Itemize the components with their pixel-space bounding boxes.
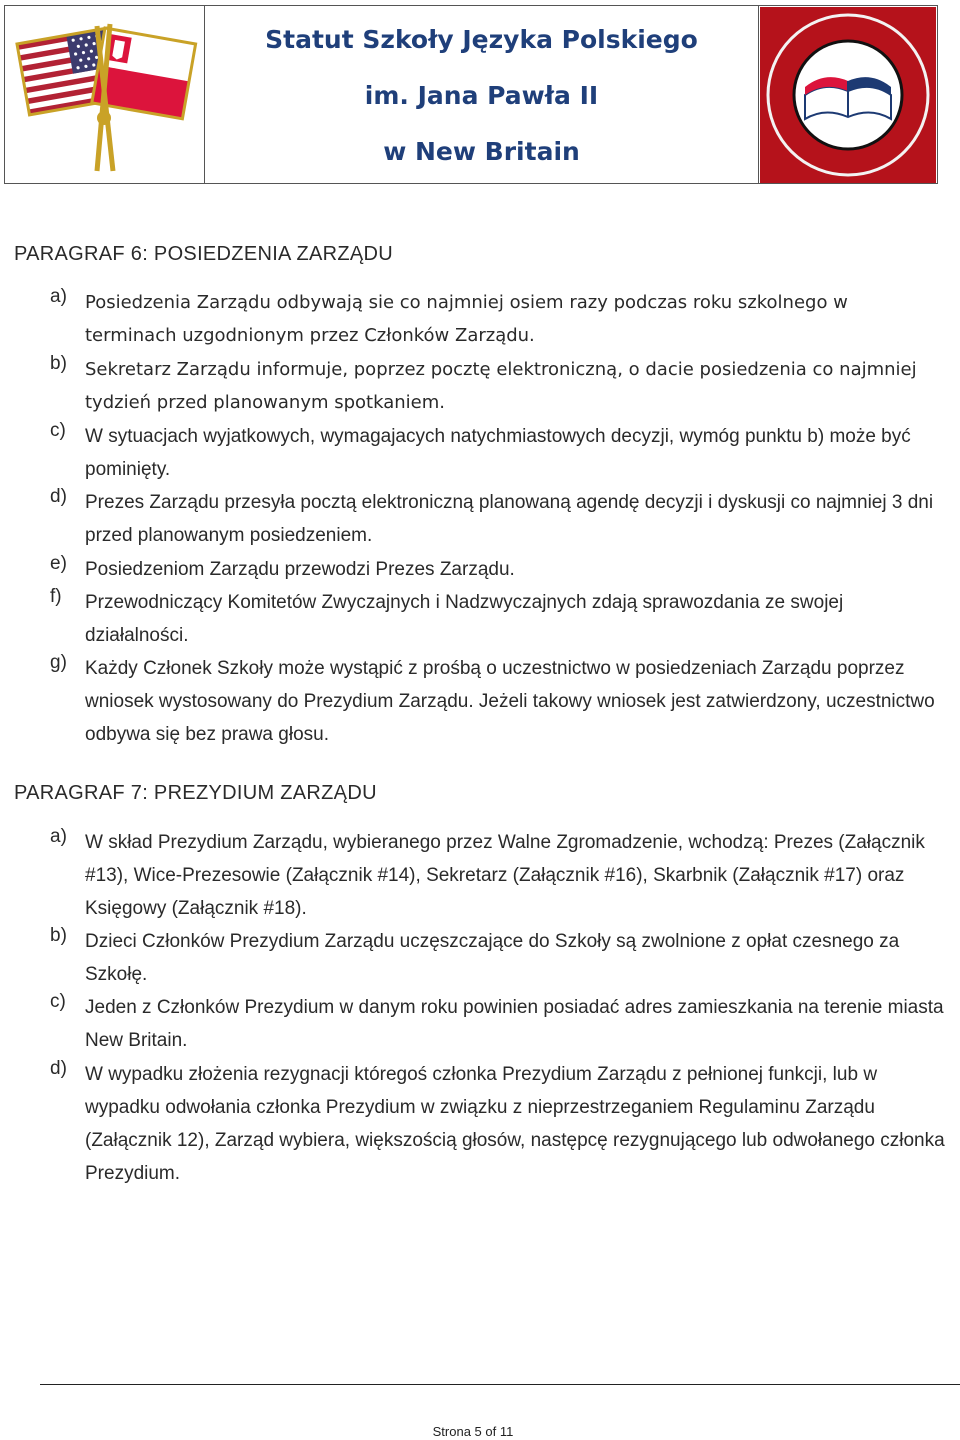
list-item-text: Posiedzenia Zarządu odbywają sie co najmniej osiem razy podczas roku szkolnego w terminach uzgodnionym przez Członków Zarządu. bbox=[85, 292, 848, 346]
list-item-text: W sytuacjach wyjatkowych, wymagajacych natychmiastowych decyzji, wymóg punktu b) może być pominięty. bbox=[85, 426, 911, 480]
list-item-text: Przewodniczący Komitetów Zwyczajnych i Nadzwyczajnych zdają sprawozdania ze swojej działalności. bbox=[85, 592, 844, 646]
list-item-text: Jeden z Członków Prezydium w danym roku powinien posiadać adres zamieszkania na terenie miasta New Britain. bbox=[85, 997, 944, 1051]
list-item-text: Każdy Członek Szkoły może wystąpić z prośbą o uczestnictwo w posiedzeniach Zarządu poprzez wniosek wystosowany do Prezydium Zarządu. Jeżeli takowy wniosek jest zatwierdzony, uczestnictwo odbywa się bez prawa głosu. bbox=[85, 658, 935, 745]
list-item-text: W skład Prezydium Zarządu, wybieranego przez Walne Zgromadzenie, wchodzą: Prezes (Załącznik #13), Wice-Prezesowie (Załącznik #14), Sekretarz (Załącznik #16), Skarbnik (Załącznik #17) oraz Księgowy (Załącznik #18). bbox=[85, 832, 925, 919]
list-item-text: Prezes Zarządu przesyła pocztą elektroniczną planowaną agendę decyzji i dyskusji co najmniej 3 dni przed planowanym posiedzeniem. bbox=[85, 492, 934, 546]
list-item-marker: a) bbox=[50, 286, 67, 307]
document-location: w New Britain bbox=[383, 137, 580, 166]
footer-divider bbox=[40, 1384, 960, 1385]
document-title: Statut Szkoły Języka Polskiego bbox=[265, 25, 698, 54]
list-item-marker: d) bbox=[50, 486, 67, 507]
list-item-text: Dzieci Członków Prezydium Zarządu uczęszczające do Szkoły są zwolnione z opłat czesnego za Szkołę. bbox=[85, 931, 900, 985]
crossed-flags-image bbox=[5, 6, 205, 183]
document-header bbox=[4, 5, 938, 184]
list-item-marker: c) bbox=[50, 991, 66, 1012]
list-item-marker: b) bbox=[50, 925, 67, 946]
list-item-marker: d) bbox=[50, 1058, 67, 1079]
document-subtitle: im. Jana Pawła II bbox=[364, 81, 599, 110]
section-heading-paragraph-6: PARAGRAF 6: POSIEDZENIA ZARZĄDU bbox=[14, 243, 393, 265]
list-item-marker: f) bbox=[50, 586, 62, 607]
section-heading-paragraph-7: PARAGRAF 7: PREZYDIUM ZARZĄDU bbox=[14, 782, 377, 804]
school-logo bbox=[759, 6, 937, 183]
us-poland-flags-icon bbox=[5, 6, 205, 183]
list-item-marker: a) bbox=[50, 826, 67, 847]
page-number: Strona 5 of 11 bbox=[432, 1424, 514, 1439]
list-item-text: Sekretarz Zarządu informuje, poprzez pocztę elektroniczną, o dacie posiedzenia co najmniej tydzień przed planowanym spotkaniem. bbox=[85, 359, 917, 413]
list-item-marker: c) bbox=[50, 420, 66, 441]
list-item-marker: b) bbox=[50, 353, 67, 374]
list-item-marker: g) bbox=[50, 652, 67, 673]
list-item-text: W wypadku złożenia rezygnacji któregoś członka Prezydium Zarządu z pełnionej funkcji, lub w wypadku odwołania członka Prezydium w związku z nieprzestrzeganiem Regulaminu Zarządu (Załącznik 12), Zarząd wybiera, większością głosów, następcę rezygnującego lub odwołanego członka Prezydium. bbox=[85, 1064, 945, 1184]
school-seal-icon bbox=[760, 7, 936, 183]
list-item-text: Posiedzeniom Zarządu przewodzi Prezes Zarządu. bbox=[85, 559, 515, 580]
header-titles bbox=[205, 6, 759, 183]
list-item-marker: e) bbox=[50, 553, 67, 574]
